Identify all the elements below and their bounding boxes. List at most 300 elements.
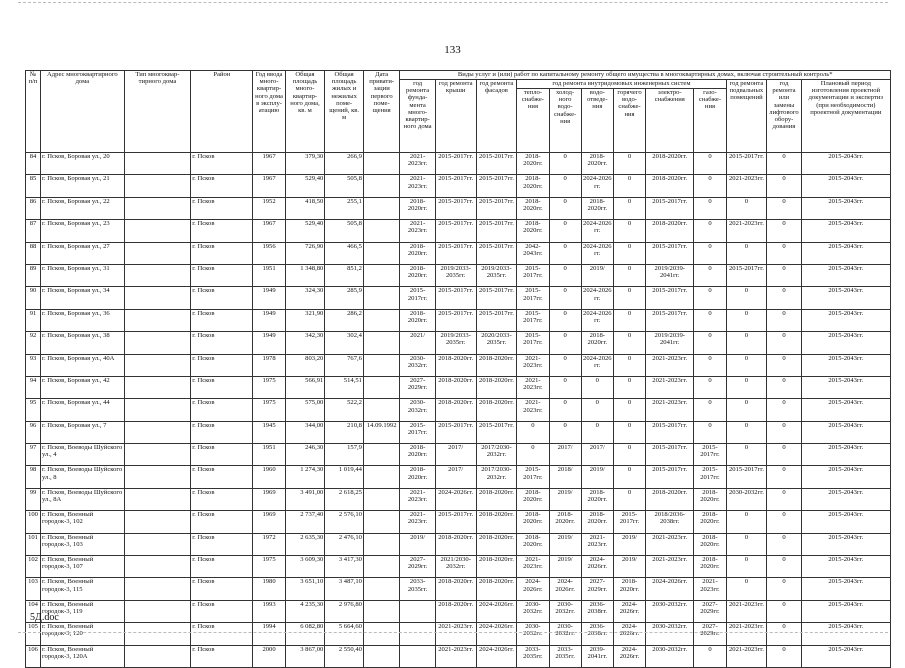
row-facade-year: 2015-2017гг. [476, 309, 517, 331]
row-total-area: 344,00 [285, 421, 325, 443]
row-electricity-year: 2030-2032гг. [646, 645, 694, 667]
row-foundation-year: 2018-2020гг. [400, 466, 435, 488]
row-hot-water-year: 2015-2017гг. [613, 511, 645, 533]
row-drainage-year: 2018-2020гг. [581, 511, 613, 533]
row-drainage-year: 2027-2029гг. [581, 578, 613, 600]
row-facade-year: 2015-2017гг. [476, 153, 517, 175]
row-number: 104 [26, 600, 41, 622]
row-heat-year: 2030-2032гг. [517, 623, 549, 645]
row-cold-water-year: 0 [549, 242, 581, 264]
row-planned-period: 2015-2043гг. [801, 153, 890, 175]
row-basement-year: 2015-2017гг. [726, 264, 767, 286]
row-year: 1969 [253, 488, 285, 510]
row-cold-water-year: 2019/ [549, 488, 581, 510]
row-heat-year: 2018-2020гг. [517, 175, 549, 197]
row-foundation-year: 2030-2032гг. [400, 399, 435, 421]
row-living-area: 3 487,10 [325, 578, 364, 600]
row-house-type [124, 421, 191, 443]
table-row [26, 645, 891, 667]
row-total-area: 379,30 [285, 153, 325, 175]
row-hot-water-year: 0 [613, 444, 645, 466]
row-year: 1967 [253, 153, 285, 175]
row-address: г. Псков, Боровая ул., 42 [41, 376, 125, 398]
row-electricity-year: 2015-2017гг. [646, 309, 694, 331]
row-drainage-year: 2019/ [581, 264, 613, 286]
top-divider [18, 2, 888, 3]
row-drainage-year: 2039-2041гг. [581, 645, 613, 667]
row-drainage-year: 2018-2020гг. [581, 153, 613, 175]
row-district: г. Псков [191, 332, 253, 354]
row-district: г. Псков [191, 399, 253, 421]
row-number: 95 [26, 399, 41, 421]
row-heat-year: 2015-2017гг. [517, 287, 549, 309]
row-hot-water-year: 0 [613, 309, 645, 331]
row-district: г. Псков [191, 309, 253, 331]
row-privatization-date [363, 533, 399, 555]
row-lift-year: 0 [767, 153, 801, 175]
row-living-area: 2 476,10 [325, 533, 364, 555]
table-row [26, 421, 891, 443]
row-roof-year: 2015-2017гг. [435, 309, 476, 331]
row-house-type [124, 623, 191, 645]
row-hot-water-year: 2024-2026гг. [613, 623, 645, 645]
row-roof-year: 2015-2017гг. [435, 175, 476, 197]
row-gas-year: 0 [694, 332, 726, 354]
row-gas-year: 0 [694, 197, 726, 219]
row-roof-year: 2021/2030-2032гг. [435, 556, 476, 578]
row-cold-water-year: 0 [549, 354, 581, 376]
row-planned-period: 2015-2043гг. [801, 556, 890, 578]
row-basement-year: 2021-2023гг. [726, 645, 767, 667]
row-gas-year: 2018-2020гг. [694, 488, 726, 510]
table-row [26, 332, 891, 354]
row-electricity-year: 2021-2023гг. [646, 399, 694, 421]
row-heat-year: 2018-2020гг. [517, 153, 549, 175]
row-lift-year: 0 [767, 421, 801, 443]
row-foundation-year: 2021-2023гг. [400, 175, 435, 197]
row-house-type [124, 533, 191, 555]
row-house-type [124, 556, 191, 578]
row-facade-year: 2018-2020гг. [476, 511, 517, 533]
row-roof-year: 2019/2033-2035гг. [435, 264, 476, 286]
row-facade-year: 2024-2026гг. [476, 645, 517, 667]
row-year: 1975 [253, 399, 285, 421]
row-living-area: 851,2 [325, 264, 364, 286]
row-privatization-date [363, 488, 399, 510]
page-number: 133 [444, 44, 461, 56]
row-number: 100 [26, 511, 41, 533]
row-foundation-year: 2027-2029гг. [400, 556, 435, 578]
row-drainage-year: 2024-2026гг. [581, 556, 613, 578]
table-row [26, 511, 891, 533]
row-living-area: 157,9 [325, 444, 364, 466]
table-row [26, 354, 891, 376]
row-house-type [124, 175, 191, 197]
row-privatization-date [363, 332, 399, 354]
row-living-area: 255,1 [325, 197, 364, 219]
row-cold-water-year: 0 [549, 153, 581, 175]
row-house-type [124, 354, 191, 376]
row-roof-year: 2017/ [435, 444, 476, 466]
row-roof-year: 2024-2026гг. [435, 488, 476, 510]
row-privatization-date [363, 376, 399, 398]
row-planned-period: 2015-2043гг. [801, 354, 890, 376]
row-roof-year: 2019/2033-2035гг. [435, 332, 476, 354]
row-roof-year: 2015-2017гг. [435, 242, 476, 264]
row-facade-year: 2018-2020гг. [476, 556, 517, 578]
row-basement-year: 0 [726, 354, 767, 376]
table-row [26, 600, 891, 622]
row-privatization-date [363, 153, 399, 175]
row-district: г. Псков [191, 488, 253, 510]
row-gas-year: 2021-2023гг. [694, 578, 726, 600]
row-total-area: 321,90 [285, 309, 325, 331]
table-row [26, 309, 891, 331]
row-address: г. Псков, Военный городок-3, 103 [41, 533, 125, 555]
row-house-type [124, 578, 191, 600]
table-row [26, 242, 891, 264]
row-lift-year: 0 [767, 578, 801, 600]
row-roof-year: 2018-2020гг. [435, 578, 476, 600]
row-facade-year: 2019/2033-2035гг. [476, 264, 517, 286]
row-basement-year: 0 [726, 332, 767, 354]
row-privatization-date [363, 444, 399, 466]
row-roof-year: 2018-2020гг. [435, 399, 476, 421]
row-privatization-date [363, 220, 399, 242]
row-year: 1978 [253, 354, 285, 376]
row-number: 88 [26, 242, 41, 264]
row-house-type [124, 153, 191, 175]
row-lift-year: 0 [767, 242, 801, 264]
row-privatization-date [363, 309, 399, 331]
row-planned-period: 2015-2043гг. [801, 600, 890, 622]
row-living-area: 466,5 [325, 242, 364, 264]
row-address: г. Псков, Боровая ул., 44 [41, 399, 125, 421]
row-gas-year: 0 [694, 287, 726, 309]
row-lift-year: 0 [767, 197, 801, 219]
row-roof-year: 2017/ [435, 466, 476, 488]
row-heat-year: 2021-2023гг. [517, 354, 549, 376]
row-house-type [124, 309, 191, 331]
row-cold-water-year: 0 [549, 264, 581, 286]
row-living-area: 2 576,10 [325, 511, 364, 533]
row-number: 105 [26, 623, 41, 645]
row-foundation-year: 2015-2017гг. [400, 287, 435, 309]
row-foundation-year [400, 645, 435, 667]
row-planned-period: 2015-2043гг. [801, 488, 890, 510]
row-foundation-year [400, 623, 435, 645]
row-total-area: 726,90 [285, 242, 325, 264]
row-planned-period: 2015-2043гг. [801, 421, 890, 443]
row-cold-water-year: 0 [549, 376, 581, 398]
row-electricity-year: 2021-2023гг. [646, 556, 694, 578]
row-cold-water-year: 0 [549, 332, 581, 354]
row-cold-water-year: 2018-2020гг. [549, 511, 581, 533]
row-roof-year: 2018-2020гг. [435, 533, 476, 555]
row-gas-year: 0 [694, 309, 726, 331]
row-total-area: 3 609,30 [285, 556, 325, 578]
row-basement-year: 0 [726, 242, 767, 264]
row-planned-period: 2015-2043гг. [801, 309, 890, 331]
row-total-area: 6 082,80 [285, 623, 325, 645]
row-gas-year: 2027-2029гг. [694, 600, 726, 622]
row-number: 101 [26, 533, 41, 555]
row-living-area: 1 019,44 [325, 466, 364, 488]
row-facade-year: 2017/2030-2032гг. [476, 466, 517, 488]
row-drainage-year: 2019/ [581, 466, 613, 488]
row-drainage-year: 0 [581, 421, 613, 443]
row-heat-year: 2018-2020гг. [517, 511, 549, 533]
row-planned-period: 2015-2043гг. [801, 511, 890, 533]
col-header-drainage: водо-отведе-ния [581, 89, 613, 153]
row-privatization-date [363, 600, 399, 622]
row-living-area: 266,9 [325, 153, 364, 175]
row-number: 106 [26, 645, 41, 667]
row-gas-year: 0 [694, 354, 726, 376]
row-hot-water-year: 2024-2026гг. [613, 645, 645, 667]
row-planned-period: 2015-2043гг. [801, 376, 890, 398]
row-basement-year: 2021-2023гг. [726, 220, 767, 242]
row-privatization-date [363, 197, 399, 219]
row-roof-year: 2015-2017гг. [435, 220, 476, 242]
row-living-area: 285,9 [325, 287, 364, 309]
row-foundation-year: 2021-2023гг. [400, 511, 435, 533]
row-facade-year: 2018-2020гг. [476, 578, 517, 600]
row-hot-water-year: 0 [613, 287, 645, 309]
row-heat-year: 2021-2023гг. [517, 556, 549, 578]
table-row [26, 197, 891, 219]
row-address: г. Псков, Боровая ул., 22 [41, 197, 125, 219]
row-cold-water-year: 2018/ [549, 466, 581, 488]
row-total-area: 575,00 [285, 399, 325, 421]
row-total-area: 1 274,30 [285, 466, 325, 488]
row-district: г. Псков [191, 533, 253, 555]
col-header-planned-period: Плановый период изготовления проектной документации и экспертиз (при необходимости) проектной документации [801, 80, 890, 153]
repair-schedule-table [25, 70, 891, 668]
row-cold-water-year: 0 [549, 175, 581, 197]
row-year: 1951 [253, 444, 285, 466]
row-planned-period: 2015-2043гг. [801, 444, 890, 466]
row-gas-year: 0 [694, 376, 726, 398]
row-cold-water-year: 0 [549, 220, 581, 242]
row-hot-water-year: 0 [613, 376, 645, 398]
row-basement-year: 2021-2023гг. [726, 600, 767, 622]
row-facade-year: 2018-2020гг. [476, 533, 517, 555]
row-foundation-year: 2027-2029гг. [400, 376, 435, 398]
row-drainage-year: 2036-2038гг. [581, 600, 613, 622]
row-address: г. Псков, Боровая ул., 23 [41, 220, 125, 242]
row-planned-period: 2015-2043гг. [801, 197, 890, 219]
row-address: г. Псков, Военный городок-3, 115 [41, 578, 125, 600]
row-basement-year: 0 [726, 578, 767, 600]
row-district: г. Псков [191, 556, 253, 578]
table-row [26, 533, 891, 555]
row-drainage-year: 2036-2038гг. [581, 623, 613, 645]
row-lift-year: 0 [767, 220, 801, 242]
row-privatization-date [363, 623, 399, 645]
row-house-type [124, 220, 191, 242]
row-planned-period: 2015-2043гг. [801, 399, 890, 421]
table-row [26, 623, 891, 645]
row-roof-year: 2015-2017гг. [435, 153, 476, 175]
row-drainage-year: 2024-2026 гг. [581, 287, 613, 309]
row-electricity-year: 2024-2026гг. [646, 578, 694, 600]
row-year: 1967 [253, 220, 285, 242]
row-address: г. Псков, Военный городок-3, 120 [41, 623, 125, 645]
row-number: 103 [26, 578, 41, 600]
row-hot-water-year: 0 [613, 421, 645, 443]
row-district: г. Псков [191, 264, 253, 286]
row-facade-year: 2024-2026гг. [476, 600, 517, 622]
row-foundation-year: 2021/ [400, 332, 435, 354]
table-row [26, 488, 891, 510]
col-header-district: Район [191, 71, 253, 153]
row-electricity-year: 2019/2039-2041гг. [646, 264, 694, 286]
row-basement-year: 2015-2017гг. [726, 466, 767, 488]
row-electricity-year: 2019/2039-2041гг. [646, 332, 694, 354]
row-cold-water-year: 2024-2026гг. [549, 578, 581, 600]
row-cold-water-year: 2030-2032гг. [549, 600, 581, 622]
col-header-year: Год ввода много-квартир-ного дома в эксплу-атацию [253, 71, 285, 153]
row-total-area: 529,40 [285, 175, 325, 197]
row-electricity-year: 2030-2032гг. [646, 623, 694, 645]
row-total-area: 3 491,00 [285, 488, 325, 510]
row-gas-year: 0 [694, 399, 726, 421]
row-number: 85 [26, 175, 41, 197]
row-district: г. Псков [191, 376, 253, 398]
row-foundation-year: 2018-2020гг. [400, 264, 435, 286]
row-district: г. Псков [191, 197, 253, 219]
row-living-area: 3 417,30 [325, 556, 364, 578]
row-living-area: 210,8 [325, 421, 364, 443]
row-year: 1956 [253, 242, 285, 264]
row-lift-year: 0 [767, 175, 801, 197]
row-basement-year: 0 [726, 556, 767, 578]
row-foundation-year [400, 600, 435, 622]
row-lift-year: 0 [767, 623, 801, 645]
row-planned-period: 2015-2043гг. [801, 533, 890, 555]
row-house-type [124, 399, 191, 421]
row-electricity-year: 2018/2036-2038гг. [646, 511, 694, 533]
row-privatization-date [363, 287, 399, 309]
row-heat-year: 2015-2017гг. [517, 264, 549, 286]
row-electricity-year: 2018-2020гг. [646, 220, 694, 242]
row-drainage-year: 2017/ [581, 444, 613, 466]
row-drainage-year: 0 [581, 376, 613, 398]
row-hot-water-year: 0 [613, 264, 645, 286]
row-electricity-year: 2018-2020гг. [646, 175, 694, 197]
row-address: г. Псков, Боровая ул., 21 [41, 175, 125, 197]
row-gas-year: 0 [694, 645, 726, 667]
row-planned-period: 2015-2043гг. [801, 264, 890, 286]
row-address: г. Псков, Боровая ул., 38 [41, 332, 125, 354]
row-address: г. Псков, Боровая ул., 36 [41, 309, 125, 331]
row-total-area: 803,20 [285, 354, 325, 376]
row-planned-period: 2015-2043гг. [801, 242, 890, 264]
row-basement-year: 2015-2017гг. [726, 153, 767, 175]
row-lift-year: 0 [767, 466, 801, 488]
row-privatization-date: 14.09.1992 [363, 421, 399, 443]
row-house-type [124, 287, 191, 309]
row-year: 1975 [253, 556, 285, 578]
row-electricity-year: 2015-2017гг. [646, 287, 694, 309]
row-facade-year: 2017/2030-2032гг. [476, 444, 517, 466]
row-roof-year: 2015-2017гг. [435, 287, 476, 309]
row-total-area: 324,30 [285, 287, 325, 309]
row-total-area: 566,91 [285, 376, 325, 398]
row-year: 1952 [253, 197, 285, 219]
row-lift-year: 0 [767, 511, 801, 533]
row-gas-year: 0 [694, 220, 726, 242]
col-header-engineering-group: год ремонта внутридомовых инженерных систем [517, 80, 726, 89]
row-hot-water-year: 0 [613, 175, 645, 197]
row-planned-period: 2015-2043гг. [801, 645, 890, 667]
row-roof-year: 2021-2023гг. [435, 623, 476, 645]
row-lift-year: 0 [767, 399, 801, 421]
row-facade-year: 2018-2020гг. [476, 399, 517, 421]
row-address: г. Псков, Боровая ул., 27 [41, 242, 125, 264]
row-heat-year: 2015-2017гг. [517, 332, 549, 354]
row-electricity-year: 2030-2032гг. [646, 600, 694, 622]
row-cold-water-year: 2017/ [549, 444, 581, 466]
row-number: 99 [26, 488, 41, 510]
row-electricity-year: 2021-2023гг. [646, 533, 694, 555]
row-living-area: 2 976,80 [325, 600, 364, 622]
row-address: г. Псков, Воеводы Шуйского ул., 8А [41, 488, 125, 510]
row-facade-year: 2018-2020гг. [476, 488, 517, 510]
row-basement-year: 0 [726, 444, 767, 466]
row-heat-year: 2018-2020гг. [517, 533, 549, 555]
row-house-type [124, 488, 191, 510]
row-gas-year: 0 [694, 153, 726, 175]
row-drainage-year: 0 [581, 399, 613, 421]
row-number: 98 [26, 466, 41, 488]
row-drainage-year: 2018-2020гг. [581, 197, 613, 219]
row-foundation-year: 2033-2035гг. [400, 578, 435, 600]
row-heat-year: 2018-2020гг. [517, 197, 549, 219]
row-privatization-date [363, 399, 399, 421]
row-cold-water-year: 0 [549, 287, 581, 309]
row-basement-year: 0 [726, 287, 767, 309]
row-year: 1967 [253, 175, 285, 197]
col-header-type: Тип многоквар-тирного дома [124, 71, 191, 153]
row-privatization-date [363, 264, 399, 286]
row-gas-year: 0 [694, 242, 726, 264]
row-gas-year: 2015-2017гг. [694, 444, 726, 466]
col-header-hot-water: горячего водо-снабже-ния [613, 89, 645, 153]
row-electricity-year: 2018-2020гг. [646, 153, 694, 175]
row-year: 1949 [253, 287, 285, 309]
col-header-works-group: Виды услуг и (или) работ по капитальному ремонту общего имущества в многоквартирных домах, включая строительный контроль* [400, 71, 891, 80]
row-planned-period: 2015-2043гг. [801, 466, 890, 488]
row-total-area: 1 348,80 [285, 264, 325, 286]
row-hot-water-year: 2019/ [613, 533, 645, 555]
row-drainage-year: 2021-2023гг. [581, 533, 613, 555]
row-electricity-year: 2015-2017гг. [646, 197, 694, 219]
row-privatization-date [363, 175, 399, 197]
row-hot-water-year: 0 [613, 466, 645, 488]
row-cold-water-year: 0 [549, 309, 581, 331]
row-planned-period: 2015-2043гг. [801, 332, 890, 354]
row-facade-year: 2018-2020гг. [476, 354, 517, 376]
row-district: г. Псков [191, 511, 253, 533]
row-district: г. Псков [191, 466, 253, 488]
row-total-area: 3 651,10 [285, 578, 325, 600]
row-privatization-date [363, 556, 399, 578]
row-district: г. Псков [191, 242, 253, 264]
row-electricity-year: 2015-2017гг. [646, 242, 694, 264]
row-number: 102 [26, 556, 41, 578]
